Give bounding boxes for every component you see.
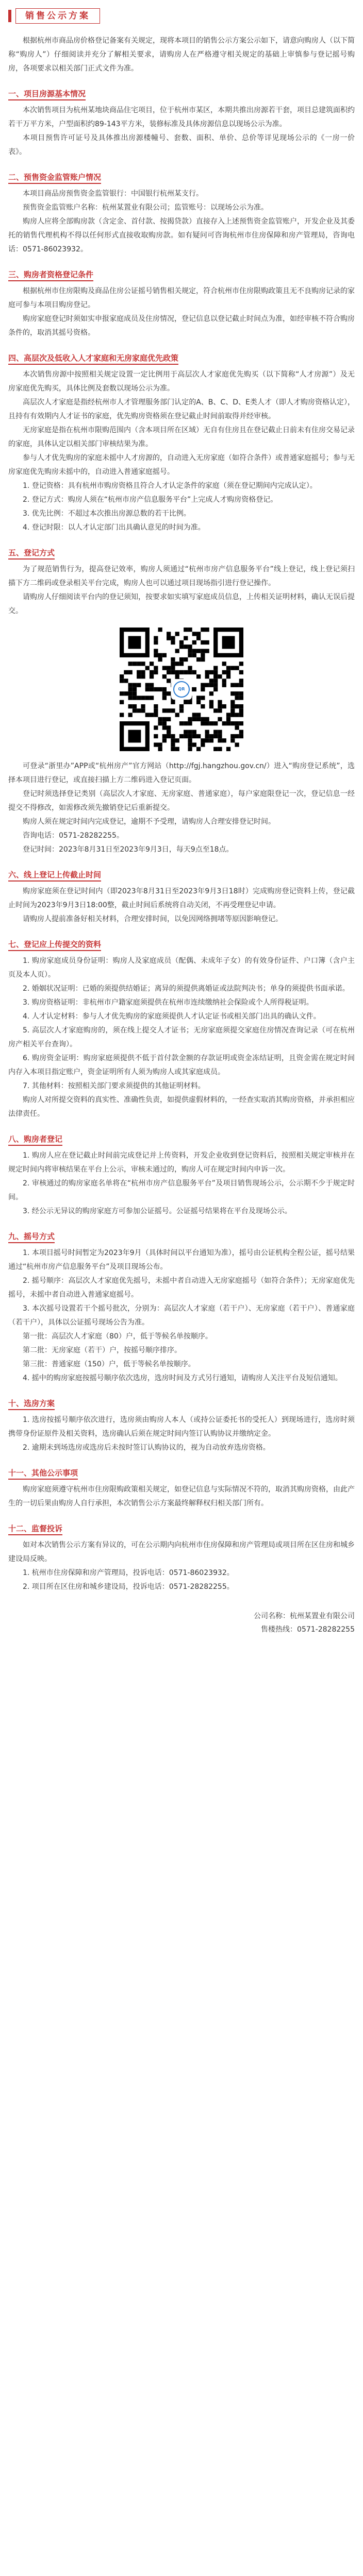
section-paragraph: 4. 人才认定材料：参与人才优先购房的家庭须提供人才认定证书或相关部门出具的确认文件。: [23, 1012, 321, 1021]
section-sub-item: 3. 优先比例：不超过本次推出房源总数的若干比例。: [23, 510, 191, 518]
section-paragraph: 购房家庭须在登记时间内（即2023年8月31日至2023年9月3日18时）完成购房登记资料上传，登记截止时间为2023年9月3日18:00整，截止时间后系统将自动关闭，不再受理登记申请。: [8, 887, 355, 909]
section-paragraph: 请购房人提前准备好相关材料，合理安排时间，以免因网络拥堵等原因影响登记。: [23, 915, 283, 923]
section-paragraph: 5. 高层次人才家庭购房的，须在线上提交人才证书；无房家庭须提交家庭住房情况查询记录（可在杭州房产相关平台查询）。: [8, 1026, 355, 1048]
section-paragraph: 登记时间：2023年8月31日至2023年9月3日，每天9点至18点。: [23, 845, 234, 854]
section-paragraph: 1. 购房人应在登记截止时间前完成登记并上传资料，开发企业收到登记资料后，按照相关规定审核并在规定时间内将审核结果在平台上公示，审核未通过的，购房人可在规定时间内申诉一次。: [8, 1151, 355, 1174]
section-paragraph: 本次销售项目为杭州某地块商品住宅项目，位于杭州市某区，本期共推出房源若干套，项目总建筑面积约若干万平方米，户型面积约89-143平方米，装修标准及具体房源信息以现场公示为准。: [8, 106, 355, 128]
section-paragraph: 预售资金监管账户名称：杭州某置业有限公司；监管账号：以现场公示为准。: [23, 204, 268, 212]
section-paragraph: 2. 摇号顺序：高层次人才家庭优先摇号，未摇中者自动进入无房家庭摇号（如符合条件）；无房家庭优先摇号，未摇中者自动进入普通家庭摇号。: [8, 1277, 355, 1299]
section-paragraph: 2. 审核通过的购房家庭名单将在“杭州市房产信息服务平台”及项目销售现场公示，公示期不少于规定时间。: [8, 1179, 355, 1201]
section-heading-text: 六、线上登记上传截止时间: [8, 870, 101, 882]
section-10: [8, 1397, 355, 1455]
section-11: [8, 1466, 355, 1511]
section-paragraph: 3. 本次摇号设置若干个摇号批次，分别为：高层次人才家庭（若干户）、无房家庭（若干户）、普通家庭（若干户），具体以公证摇号现场公告为准。: [8, 1304, 355, 1327]
section-paragraph: 本次销售房源中按照相关规定设置一定比例用于高层次人才家庭优先购买（以下简称“人才房源”）及无房家庭优先购买，具体比例及套数以现场公示为准。: [8, 370, 355, 393]
section-heading: [8, 268, 355, 281]
section-1: [8, 87, 355, 159]
section-6: [8, 868, 355, 926]
section-paragraph: 6. 购房资金证明：购房家庭须提供不低于首付款金额的存款证明或资金冻结证明，且资金需在规定时间内存入本项目指定账户，资金证明所有人须为购房人或其家庭成员。: [8, 1054, 355, 1076]
qr-center-logo: [171, 679, 192, 700]
section-heading-text: 一、项目房源基本情况: [8, 89, 86, 100]
section-paragraph: 2. 项目所在区住房和城乡建设局，投诉电话：0571-28282255。: [23, 1583, 234, 1591]
section-paragraph: 2. 逾期未到场选房或选房后未按时签订认购协议的，视为自动放弃选房资格。: [23, 1444, 270, 1452]
section-paragraph: 可登录“浙里办”APP或“杭州房产”官方网站（http://fgj.hangzhou.gov.cn/）进入“购房登记系统”，选择本项目进行登记，或直接扫描上方二维码进入登记页面。: [8, 762, 355, 784]
section-paragraph: 4. 摇中的购房家庭按摇号顺序依次选房，选房时间及方式另行通知，请购房人关注平台及短信通知。: [23, 1374, 342, 1382]
section-paragraph: 购房人对所提交资料的真实性、准确性负责，如提供虚假材料的，一经查实取消其购房资格，并承担相应法律责任。: [8, 1096, 355, 1118]
section-paragraph: 1. 选房按摇号顺序依次进行，选房须由购房人本人（或持公证委托书的受托人）到现场进行，选房时须携带身份证原件及相关资料，选房确认后须在规定时间内签订认购协议并缴纳定金。: [8, 1416, 355, 1438]
section-paragraph: 参与人才优先购房的家庭未摇中人才房源的，自动进入无房家庭（如符合条件）或普通家庭摇号；参与无房家庭优先购房未摇中的，自动进入普通家庭摇号。: [8, 454, 355, 476]
section-paragraph: 如对本次销售公示方案有异议的，可在公示期内向杭州市住房保障和房产管理局或项目所在区住房和城乡建设局反映。: [8, 1541, 355, 1563]
section-heading-text: 五、登记方式: [8, 548, 55, 560]
sections-container: [8, 87, 355, 1594]
title-accent-bar: [8, 10, 11, 22]
registration-qr-code[interactable]: [120, 628, 243, 751]
section-heading: [8, 171, 355, 184]
section-heading: [8, 868, 355, 882]
section-heading-text: 十二、监督投诉: [8, 1524, 62, 1535]
page-title: 销售公示方案: [15, 8, 100, 24]
section-paragraph: 为了规范销售行为，提高登记效率，购房人须通过“杭州市房产信息服务平台”线上登记，线上登记须扫描下方二维码或登录相关平台完成，购房人也可以通过项目现场指引进行登记操作。: [8, 565, 355, 587]
title-wrap: [8, 7, 355, 25]
section-4: [8, 351, 355, 535]
qr-block: [8, 628, 355, 751]
section-sub-item: 1. 登记资格：具有杭州市购房资格且符合人才认定条件的家庭（须在登记期间内完成认定）。: [23, 482, 317, 490]
section-heading-text: 十、选房方案: [8, 1399, 55, 1410]
section-5: [8, 546, 355, 857]
section-heading: [8, 1466, 355, 1480]
section-paragraph: 3. 经公示无异议的购房家庭方可参加公证摇号。公证摇号结果将在平台及现场公示。: [23, 1207, 292, 1215]
section-heading-text: 三、购房者资格登记条件: [8, 270, 93, 281]
section-paragraph: 第二批：无房家庭（若干）户，按摇号顺序排序。: [23, 1346, 182, 1354]
section-paragraph: 1. 本项目摇号时间暂定为2023年9月（具体时间以平台通知为准），摇号由公证机构全程公证，摇号结果通过“杭州市房产信息服务平台”及项目现场公布。: [8, 1249, 355, 1271]
section-paragraph: 购房人须在规定时间内完成登记，逾期不予受理，请购房人合理安排登记时间。: [23, 818, 275, 826]
section-8: [8, 1132, 355, 1218]
section-paragraph: 登记时须选择登记类别（高层次人才家庭、无房家庭、普通家庭），每户家庭限登记一次，登记信息一经提交不得修改，如需修改须先撤销登记后重新提交。: [8, 790, 355, 812]
section-sub-item: 4. 登记时限：以人才认定部门出具确认意见的时间为准。: [23, 523, 205, 532]
section-heading: [8, 938, 355, 951]
section-heading-text: 九、摇号方式: [8, 1232, 55, 1243]
section-12: [8, 1522, 355, 1594]
section-paragraph: 咨询电话：0571-28282255。: [23, 832, 124, 840]
section-paragraph: 本项目预售许可证号及具体推出房源楼幢号、套数、面积、单价、总价等详见现场公示的《一房一价表》。: [8, 134, 355, 156]
section-heading: [8, 351, 355, 365]
section-paragraph: 购房家庭登记时须如实申报家庭成员及住房情况，登记信息以登记截止时间点为准，如经审核不符合购房条件的，取消其摇号资格。: [8, 315, 355, 337]
section-heading: [8, 1230, 355, 1243]
section-2: [8, 171, 355, 257]
section-9: [8, 1230, 355, 1385]
section-paragraph: 第三批：普通家庭（150）户，低于等候名单按顺序。: [23, 1360, 195, 1368]
section-heading-text: 十一、其他公示事项: [8, 1468, 78, 1480]
section-paragraph: 1. 购房家庭成员身份证明：购房人及家庭成员（配偶、未成年子女）的有效身份证件、户口簿（含户主页及本人页）。: [8, 957, 355, 979]
section-heading: [8, 1522, 355, 1535]
section-paragraph: 3. 购房资格证明：非杭州市户籍家庭须提供在杭州市连续缴纳社会保险或个人所得税证明。: [23, 998, 314, 1007]
section-paragraph: 高层次人才家庭是指经杭州市人才管理服务部门认定的A、B、C、D、E类人才（即人才购房资格认定），且持有有效期内人才证书的家庭，优先购房资格须在登记截止时间前取得并经审核。: [8, 398, 355, 420]
section-heading: [8, 1397, 355, 1410]
section-heading-text: 二、预售资金监管账户情况: [8, 173, 101, 184]
footer-company: 公司名称：杭州某置业有限公司: [254, 1612, 355, 1620]
footer: [8, 1609, 355, 1636]
section-heading: [8, 87, 355, 100]
section-3: [8, 268, 355, 340]
section-paragraph: 购房人应将全部购房款（含定金、首付款、按揭贷款）直接存入上述预售资金监管账户，开发企业及其委托的销售代理机构不得以任何形式直接收取购房款。如有疑问可咨询杭州市住房保障和房产管理局，咨询电话：0571-86023932。: [8, 217, 355, 253]
qr-logo-mark: QR: [173, 681, 190, 698]
intro-paragraph: 根据杭州市商品房价格登记备案有关规定，现将本项目的销售公示方案公示如下，请意向购房人（以下简称“购房人”）仔细阅读并充分了解相关要求，请购房人在严格遵守相关规定的基础上审慎参与登记摇号购房，各项要求以相关部门正式文件为准。: [8, 37, 355, 73]
section-7: [8, 938, 355, 1121]
section-paragraph: 请购房人仔细阅读平台内的登记须知，按要求如实填写家庭成员信息，上传相关证明材料，确认无误后提交。: [8, 593, 355, 615]
section-paragraph: 本项目商品房预售资金监管银行：中国银行杭州某支行。: [23, 190, 203, 198]
section-paragraph: 无房家庭是指在杭州市限购范围内（含本项目所在区域）无自有住房且在登记截止日前未有住房交易记录的家庭，具体认定以相关部门审核结果为准。: [8, 426, 355, 448]
section-paragraph: 购房家庭须遵守杭州市住房限购政策相关规定，如登记信息与实际情况不符的，取消其购房资格，由此产生的一切后果由购房人自行承担，本次销售公示方案最终解释权归相关部门所有。: [8, 1485, 355, 1507]
section-sub-item: 2. 登记方式：购房人须在“杭州市房产信息服务平台”上完成人才购房资格登记。: [23, 496, 278, 504]
section-paragraph: 根据杭州市住房限购及商品住房公证摇号销售相关规定，符合杭州市住房限购政策且无不良购房记录的家庭可参与本项目购房登记。: [8, 287, 355, 309]
section-paragraph: 第一批：高层次人才家庭（80）户，低于等候名单按顺序。: [23, 1332, 212, 1341]
section-paragraph: 1. 杭州市住房保障和房产管理局，投诉电话：0571-86023932。: [23, 1569, 234, 1577]
section-paragraph: 2. 婚姻状况证明：已婚的须提供结婚证；离异的须提供离婚证或法院判决书；单身的须提供书面承诺。: [23, 985, 350, 993]
section-heading: [8, 546, 355, 560]
section-paragraph: 7. 其他材料：按照相关部门要求须提供的其他证明材料。: [23, 1082, 205, 1090]
section-heading: [8, 1132, 355, 1146]
section-heading-text: 八、购房者登记: [8, 1134, 62, 1146]
section-heading-text: 四、高层次及低收入人才家庭和无房家庭优先政策: [8, 353, 178, 365]
footer-phone: 售楼热线：0571-28282255: [261, 1625, 355, 1634]
section-heading-text: 七、登记应上传提交的资料: [8, 940, 101, 951]
